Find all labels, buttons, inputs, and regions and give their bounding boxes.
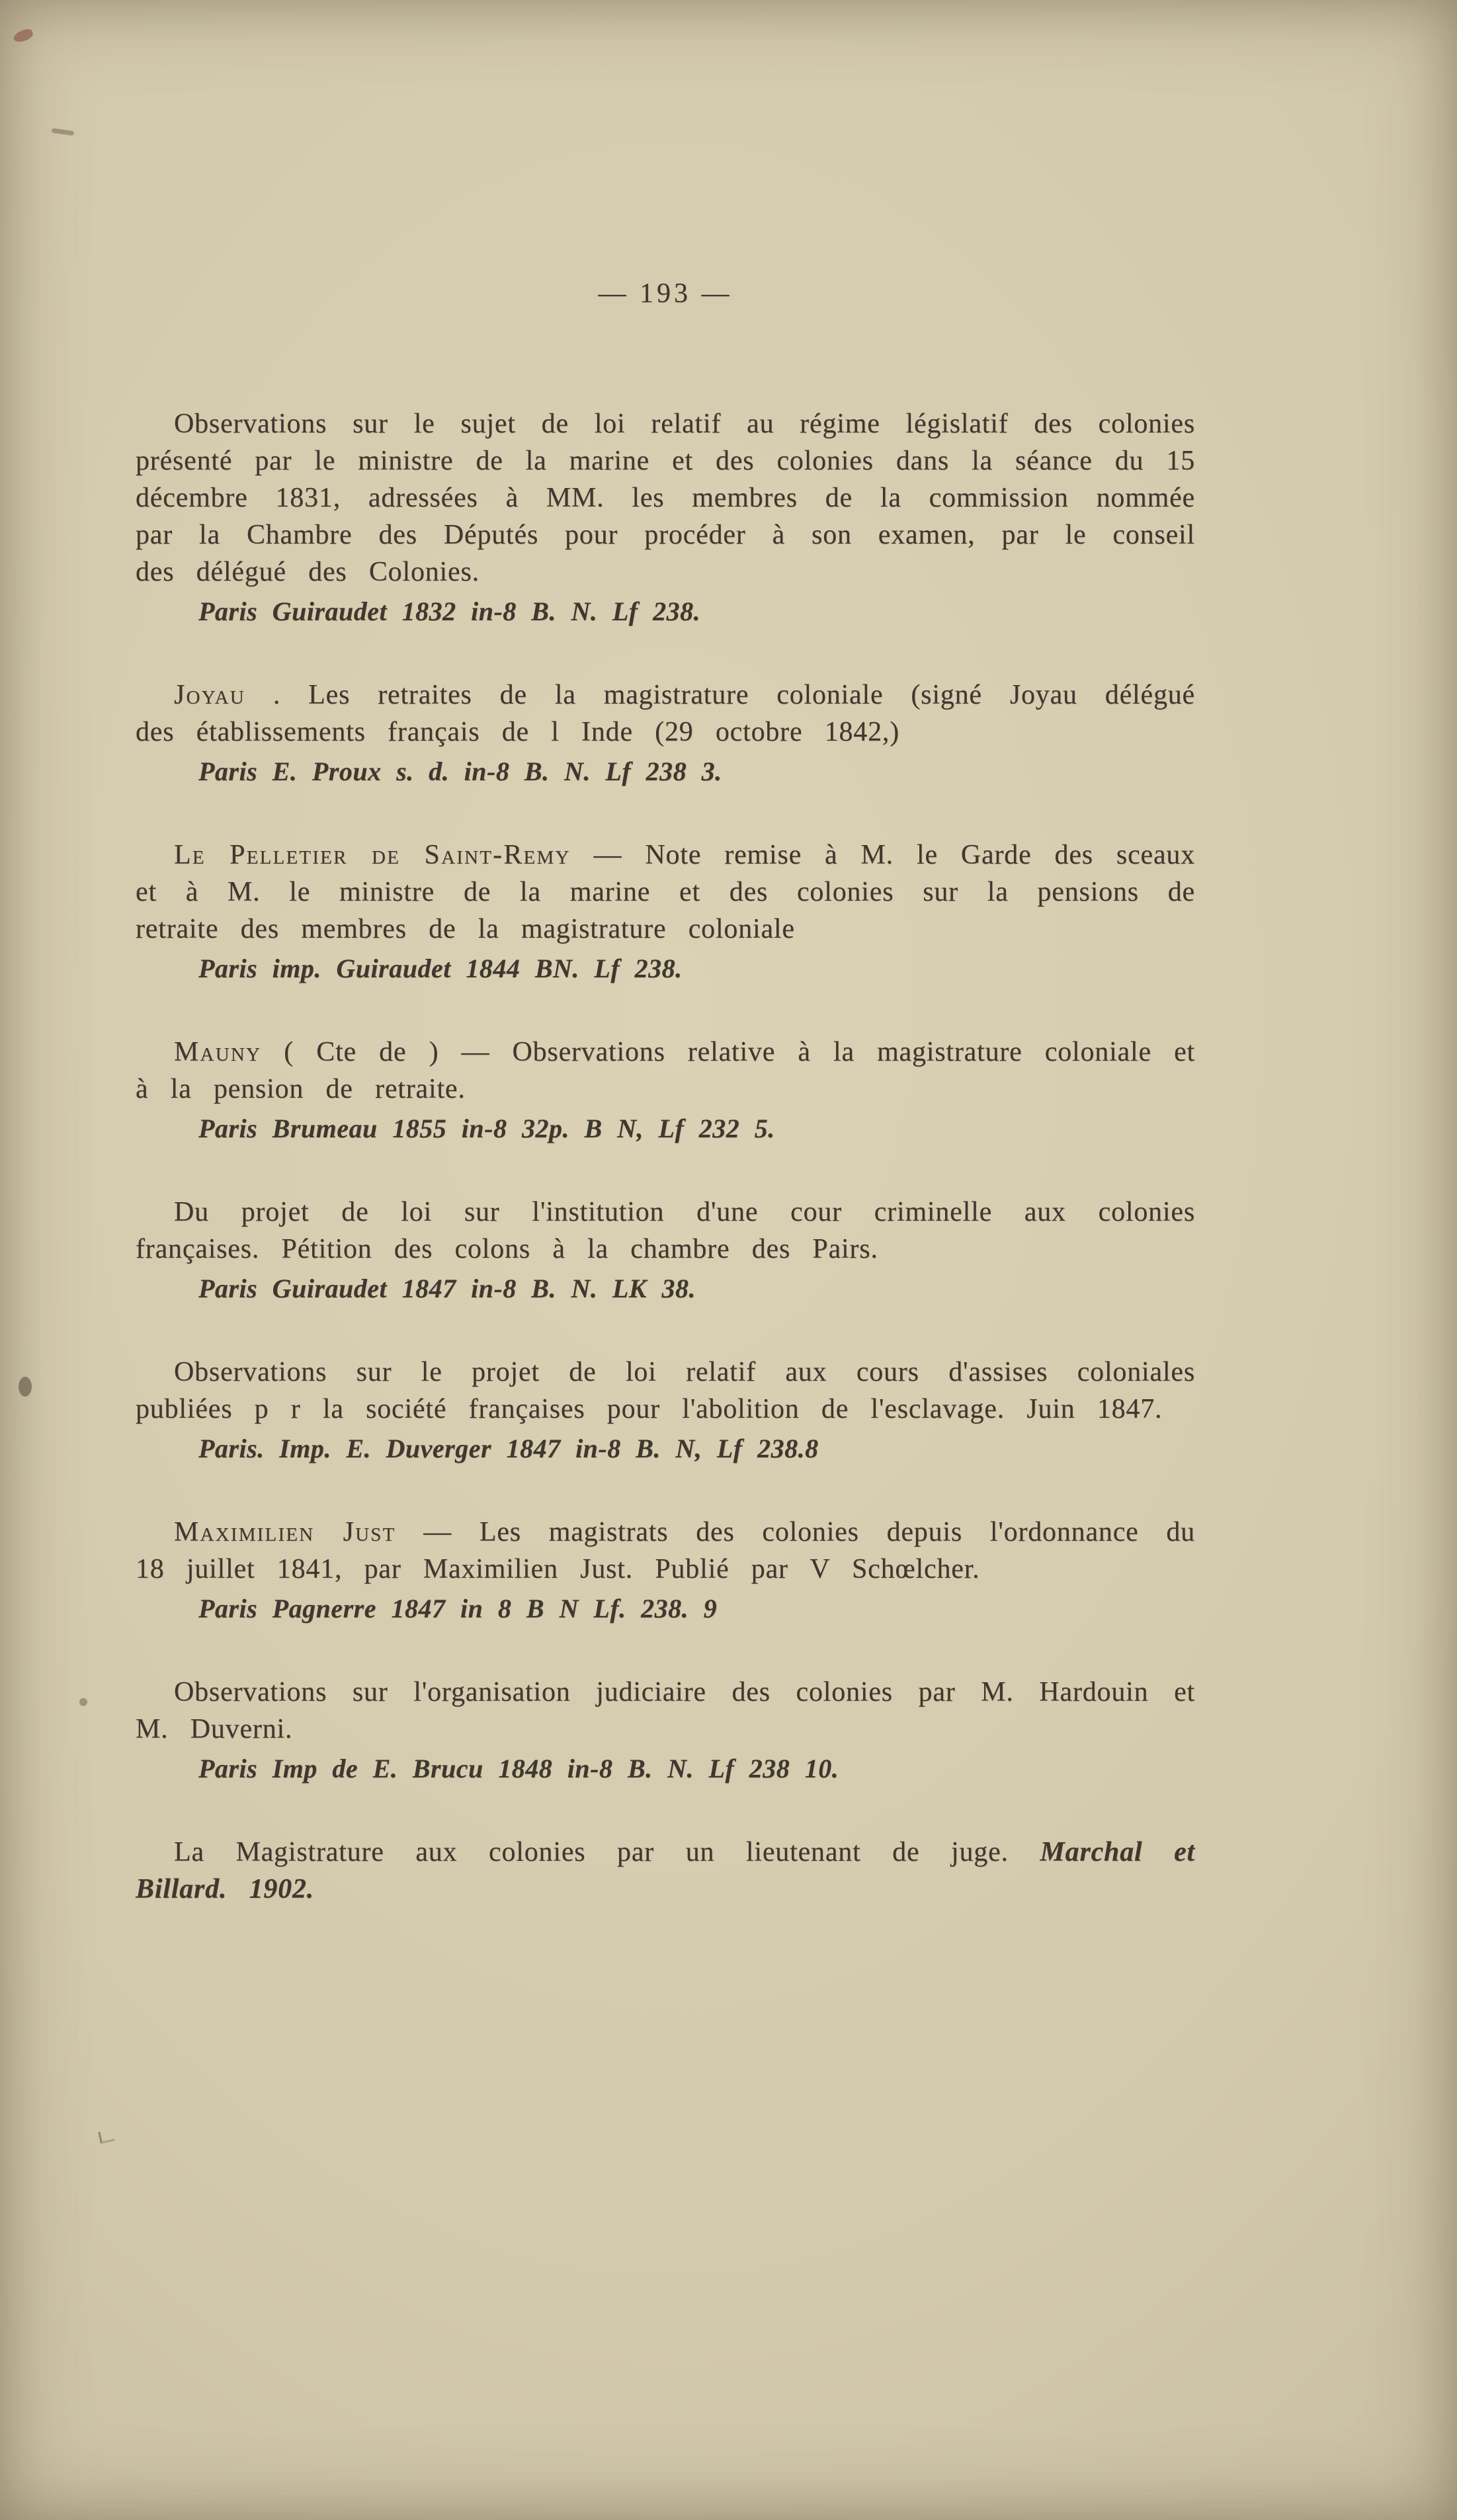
entry-imprint: Paris Guiraudet 1847 in-8 B. N. LK 38. [198,1274,696,1303]
entry-author-name: Joyau [174,680,245,710]
bibliography-entry [136,1674,1195,1787]
bibliography-entry [136,405,1195,630]
entry-text [136,676,1195,751]
entry-text [136,1354,1195,1428]
bibliography-entry [136,1194,1195,1307]
entry-description: Observations sur le projet de loi relatif aux cours d'assises coloniales publiées p r la société françaises pour l'abolition de l'esclavage. Juin 1847. [136,1357,1195,1424]
entry-text [136,1834,1195,1908]
entry-imprint: Paris Brumeau 1855 in-8 32p. B N, Lf 232 5. [198,1114,775,1143]
entry-imprint: Paris Guiraudet 1832 in-8 B. N. Lf 238. [198,596,701,626]
entry-imprint: Paris Pagnerre 1847 in 8 B N Lf. 238. 9 [198,1594,718,1623]
entry-text [136,1514,1195,1588]
entry-author-name: Maximilien Just [174,1517,396,1547]
bibliography-entry [136,836,1195,987]
bibliography-entry [136,676,1195,790]
entry-description: — Note remise à M. le Garde des sceaux et à M. le ministre de la marine et des colonies sur la pensions de retraite des membres de la magistrature coloniale [136,840,1195,944]
bibliography-entry [136,1034,1195,1147]
entry-description: Observations sur l'organisation judiciaire des colonies par M. Hardouin et M. Duverni. [136,1677,1195,1744]
entry-description: . Les retraites de la magistrature coloniale (signé Joyau délégué des établissements français de l Inde (29 octobre 1842,) [136,680,1195,747]
entry-description: ( Cte de ) — Observations relative à la magistrature coloniale et à la pension de retraite. [136,1037,1195,1104]
bibliography-entry [136,1834,1195,1908]
entry-text [136,1034,1195,1108]
entry-description: — Les magistrats des colonies depuis l'ordonnance du 18 juillet 1841, par Maximilien Just. Publié par V Schœlcher. [136,1517,1195,1584]
entry-imprint: Paris E. Proux s. d. in-8 B. N. Lf 238 3. [198,756,722,786]
entry-imprint: Paris. Imp. E. Duverger 1847 in-8 B. N, Lf 238.8 [198,1434,819,1463]
entry-reference-italic: Marchal et Billard. 1902. [136,1837,1196,1904]
entry-description: Observations sur le sujet de loi relatif au régime législatif des colonies présenté par le ministre de la marine et des colonies dans la séance du 15 décembre 1831, adressées à MM. les membres de la commission nommée par la Chambre des Députés pour procéder à son examen, par le conseil des délégué des Colonies. [136,409,1195,587]
entry-description: La Magistrature aux colonies par un lieutenant de juge. [174,1837,1040,1867]
entry-author-name: Mauny [174,1037,262,1067]
page-content [136,278,1195,1954]
entry-imprint: Paris Imp de E. Brucu 1848 in-8 B. N. Lf 238 10. [198,1754,839,1783]
entry-text [136,1674,1195,1748]
entry-author-name: Le Pelletier de Saint-Remy [174,840,571,870]
entry-text [136,1194,1195,1268]
entry-description: Du projet de loi sur l'institution d'une cour criminelle aux colonies françaises. Pétition des colons à la chambre des Pairs. [136,1197,1195,1264]
bibliography-entry [136,1354,1195,1467]
page-number: — 193 — [598,278,733,309]
entry-imprint: Paris imp. Guiraudet 1844 BN. Lf 238. [198,954,683,983]
entry-text [136,836,1195,948]
entry-text [136,405,1195,590]
bibliography-entry [136,1514,1195,1627]
